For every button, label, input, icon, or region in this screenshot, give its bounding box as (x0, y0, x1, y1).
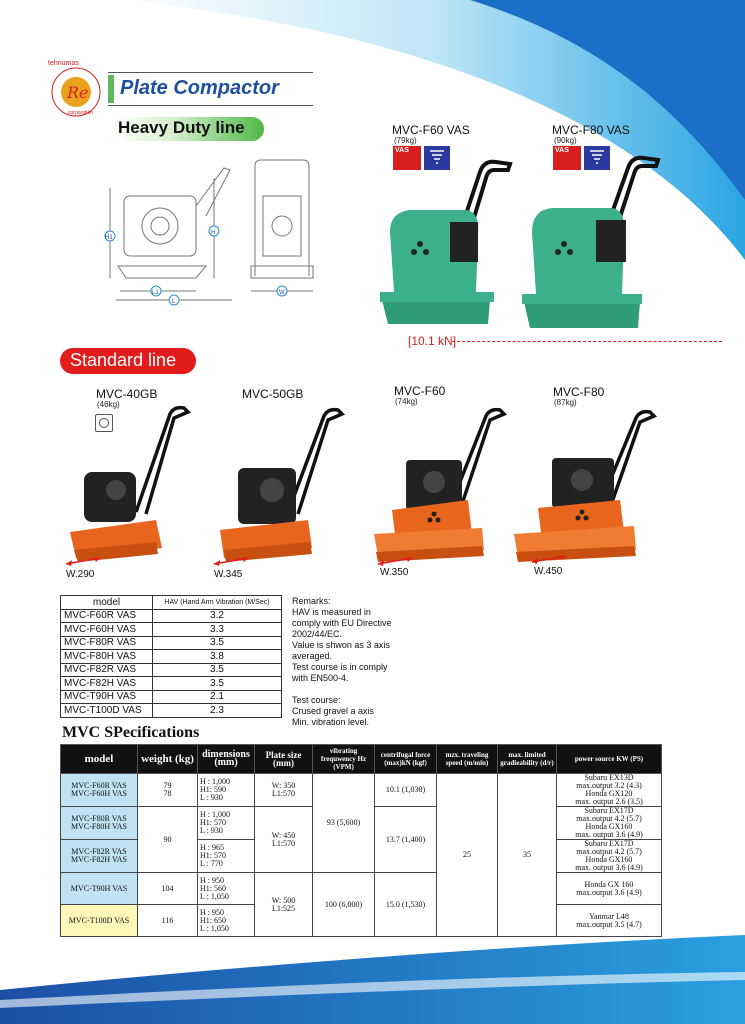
spec-header-speed: mzx. traveling speed (m/min) (437, 745, 498, 774)
spec-power: Subaru EX17D max.output 4.2 (5.7) Honda GX160 max. output 3.6 (4.9) (557, 807, 662, 840)
title-bar (108, 72, 313, 106)
model-f80-name: MVC-F80 (553, 385, 605, 399)
table-row (61, 690, 282, 704)
model-50gb-name: MVC-50GB (242, 387, 304, 401)
spec-force: 10.1 (1,030) (375, 774, 437, 807)
hav-model: MVC-F82H VAS (61, 677, 153, 691)
side-view-drawing (96, 156, 236, 306)
remarks-line: 2002/44/EC. (292, 629, 343, 639)
compactor-f80-vas-image (522, 148, 667, 332)
width-50gb: W.345 (214, 569, 243, 580)
remarks-line: HAV is measured in (292, 607, 371, 617)
spec-force: 13.7 (1,400) (375, 807, 437, 873)
spec-dimensions: H : 965 H1: 570 L : 770 (198, 840, 255, 873)
spec-dimensions: H : 1,000 H1: 570 L : 930 (198, 807, 255, 840)
heavy-duty-label: Heavy Duty line (118, 118, 245, 137)
hav-table (60, 595, 282, 718)
spec-plate: W: 500 L1:525 (255, 873, 313, 937)
table-row (61, 677, 282, 691)
page-title: Plate Compactor (120, 77, 279, 99)
hav-model: MVC-F80H VAS (61, 650, 153, 664)
width-40gb: W.290 (66, 569, 95, 580)
hav-header-model: model (61, 596, 153, 610)
spec-dimensions: H : 950 H1: 650 L : 1,050 (198, 905, 255, 937)
model-f80-weight: (87kg) (554, 398, 577, 407)
logo-text: tehnumas (48, 60, 79, 67)
dim-h1-label: H1 (105, 235, 113, 241)
hav-model: MVC-T90H VAS (61, 690, 153, 704)
compactor-50gb-image (216, 404, 346, 564)
vas-badge-label: VAS (395, 147, 409, 154)
table-row (61, 623, 282, 637)
hav-value: 2.3 (153, 704, 282, 718)
spec-header-plate: Plate size (mm) (255, 745, 313, 774)
spec-weight: 90 (138, 807, 198, 873)
spec-dimensions: H : 1,000 H1: 590 L : 930 (198, 774, 255, 807)
remarks-block (292, 596, 422, 728)
dim-w-label: W (279, 290, 285, 296)
remarks-line: averaged. (292, 651, 333, 661)
spec-grade: 35 (498, 774, 557, 937)
dim-l-label: L (172, 299, 176, 305)
model-f60-name: MVC-F60 (394, 384, 446, 398)
hav-value: 2.1 (153, 690, 282, 704)
remarks-line: with EN500-4. (292, 673, 349, 683)
model-f60-vas-weight: (79kg) (394, 136, 417, 145)
compactor-f60-image (372, 404, 512, 564)
force-label: [10.1 kN] (408, 334, 457, 348)
dim-l1-label: L1 (152, 290, 159, 296)
hav-model: MVC-F80R VAS (61, 636, 153, 650)
spec-power: Honda GX 160 max.output 3.6 (4.9) (557, 873, 662, 905)
standard-line-pill (60, 348, 196, 374)
model-40gb-weight: (46kg) (97, 400, 120, 409)
table-row (61, 704, 282, 718)
spec-header-power: power source KW (PS) (557, 745, 662, 774)
front-view-drawing (245, 156, 320, 306)
hav-model: MVC-F60H VAS (61, 623, 153, 637)
remarks-line: comply with EU Directive (292, 618, 392, 628)
width-arrow (64, 556, 104, 568)
spec-dimensions: H : 950 H1: 560 L : 1,050 (198, 873, 255, 905)
hav-value: 3.3 (153, 623, 282, 637)
remarks-line: Crused gravel a axis (292, 706, 375, 716)
width-arrow (530, 554, 570, 566)
spec-plate: W: 350 L1:570 (255, 774, 313, 807)
spec-model: MVC-F80R VAS MVC-F80H VAS (61, 807, 138, 840)
remarks-line: Remarks: (292, 596, 331, 606)
table-row (61, 650, 282, 664)
spec-speed: 25 (437, 774, 498, 937)
spec-plate: W: 450 L1:570 (255, 807, 313, 873)
table-row (61, 609, 282, 623)
spec-force: 15.0 (1,530) (375, 873, 437, 937)
hav-model: MVC-F82R VAS (61, 663, 153, 677)
spec-header-force: centrifugal force (max)kN (kgf) (375, 745, 437, 774)
remarks-line: Test course: (292, 695, 341, 705)
width-f60: W.350 (380, 567, 409, 578)
hav-value: 3.8 (153, 650, 282, 664)
spec-model: MVC-F60R VAS MVC-F60H VAS (61, 774, 138, 807)
heavy-duty-pill (110, 117, 264, 141)
spec-table (60, 744, 662, 937)
width-f80: W.450 (534, 566, 563, 577)
remarks-line (292, 684, 422, 695)
spec-header-vpm: vibrating frequwency Hz (VPM) (313, 745, 375, 774)
remarks-line: Test course is in comply (292, 662, 388, 672)
hav-value: 3.5 (153, 677, 282, 691)
spec-power: Subaru EX17D max.output 4.2 (5.7) Honda GX160 max. output 3.6 (4.9) (557, 840, 662, 873)
spec-model: MVC-F82R VAS MVC-F82H VAS (61, 840, 138, 873)
model-f80-vas-name: MVC-F80 VAS (552, 123, 630, 137)
vas-badge-label: VAS (555, 147, 569, 154)
hav-header-value: HAV (Hand Arm Vibration (M/Sec) (153, 596, 282, 610)
hav-model: MVC-T100D VAS (61, 704, 153, 718)
spec-weight: 79 78 (138, 774, 198, 807)
logo-subtext: corporation (68, 110, 94, 116)
divider-dashed (452, 341, 722, 342)
spec-header-model: model (61, 745, 138, 774)
model-f60-weight: (74kg) (395, 397, 418, 406)
table-row (61, 636, 282, 650)
hav-model: MVC-F60R VAS (61, 609, 153, 623)
svg-text:Re: Re (67, 83, 89, 102)
compactor-40gb-image (66, 402, 191, 564)
table-row (61, 774, 662, 807)
remarks-line: Value is shwon as 3 axis (292, 640, 390, 650)
hav-value: 3.5 (153, 663, 282, 677)
table-row (61, 663, 282, 677)
table-row (61, 873, 662, 905)
spec-weight: 116 (138, 905, 198, 937)
title-accent (108, 75, 114, 103)
spec-power: Yanmar L48 max.output 3.5 (4.7) (557, 905, 662, 937)
compactor-f60-vas-image (380, 152, 520, 330)
spec-vpm: 93 (5,600) (313, 774, 375, 873)
model-40gb-name: MVC-40GB (96, 387, 158, 401)
spec-model: MVC-T100D VAS (61, 905, 138, 937)
width-arrow (212, 556, 252, 568)
spec-weight: 104 (138, 873, 198, 905)
hav-value: 3.2 (153, 609, 282, 623)
spec-header-grade: max. limited gradieability (d/r) (498, 745, 557, 774)
spec-header-weight: weight (kg) (138, 745, 198, 774)
model-f80-vas-weight: (90kg) (554, 136, 577, 145)
compactor-f80-image (512, 408, 662, 566)
spec-title: MVC SPecifications (62, 724, 200, 741)
hav-value: 3.5 (153, 636, 282, 650)
standard-line-label: Standard line (70, 350, 177, 370)
model-f60-vas-name: MVC-F60 VAS (392, 123, 470, 137)
spec-vpm: 100 (6,000) (313, 873, 375, 937)
spec-model: MVC-T90H VAS (61, 873, 138, 905)
dim-h-label: H (211, 230, 216, 236)
spec-header-dimensions: dimensions (mm) (198, 745, 255, 774)
remarks-line: Min. vibration level. (292, 717, 370, 727)
spec-power: Subaru EX13D max.output 3.2 (4.3) Honda GX120 max. output 2.6 (3.5) (557, 774, 662, 807)
